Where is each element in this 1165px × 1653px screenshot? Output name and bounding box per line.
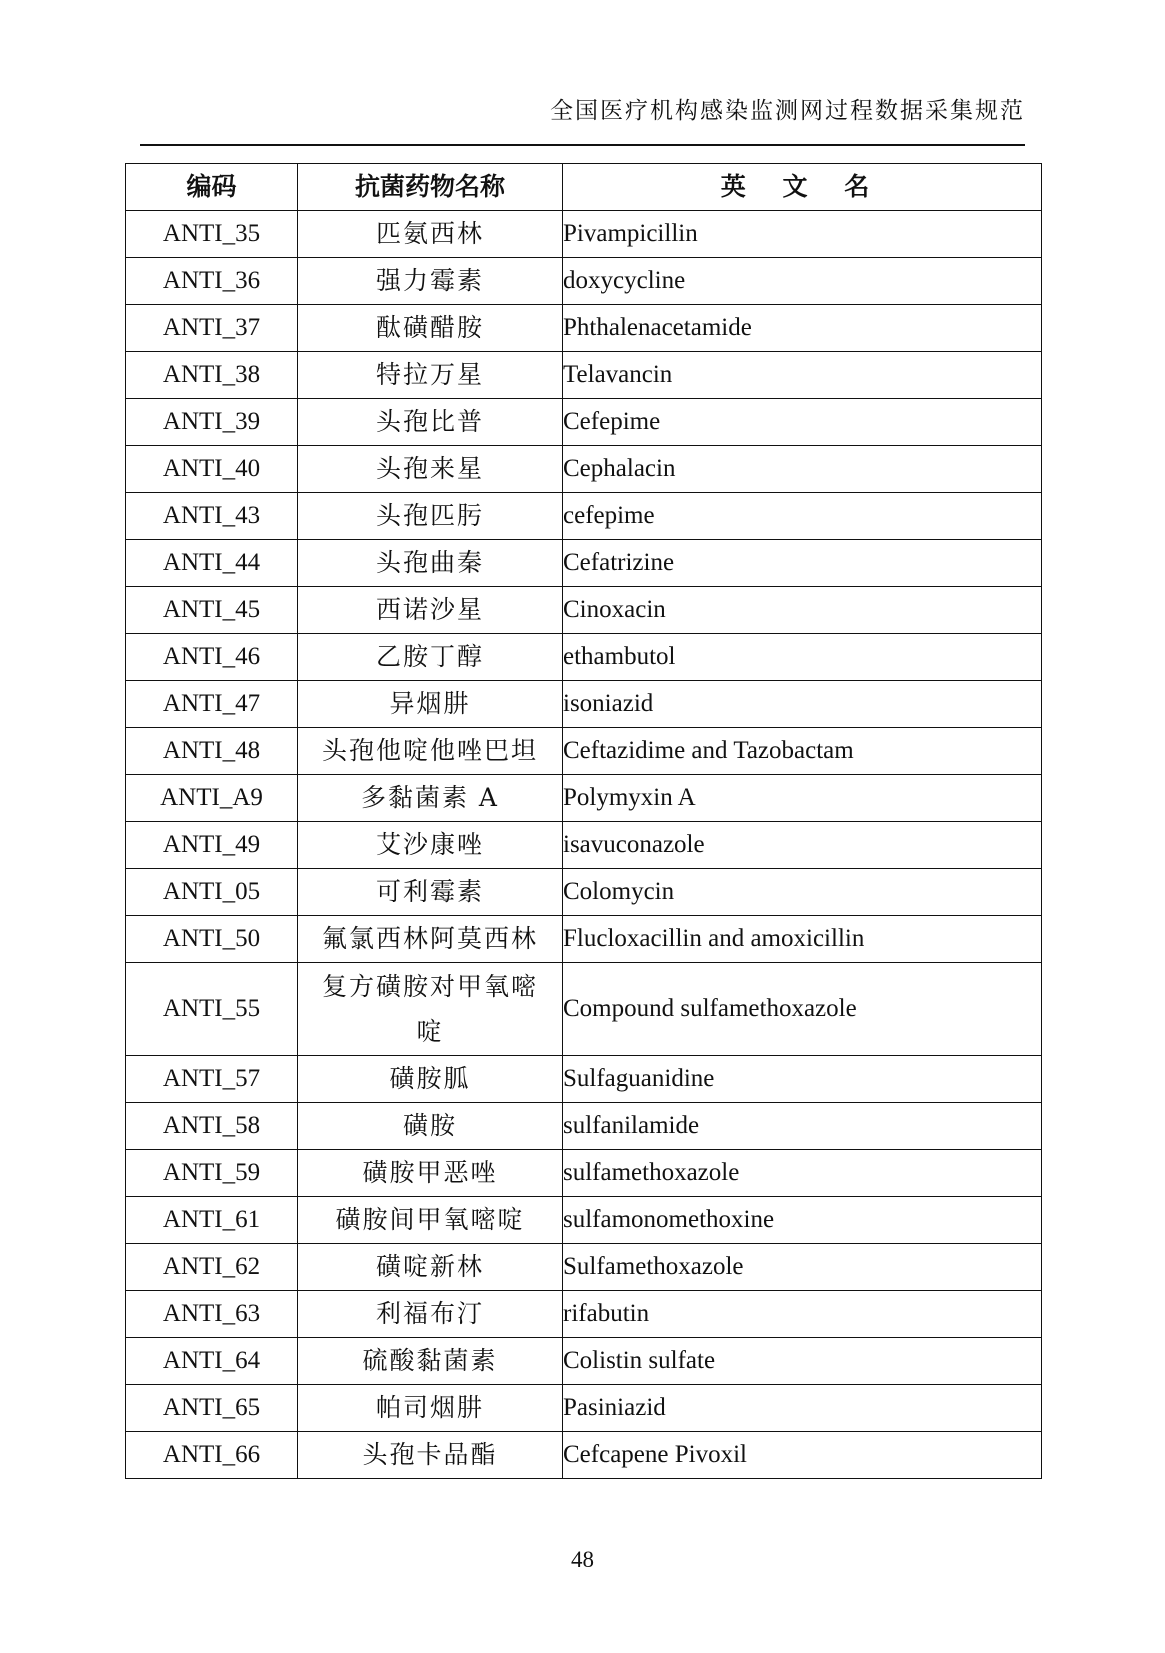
en-name-cell: rifabutin [563, 1291, 1042, 1338]
en-name-cell: Compound sulfamethoxazole [563, 963, 1042, 1056]
code-cell: ANTI_62 [126, 1244, 298, 1291]
en-name-cell: Pivampicillin [563, 211, 1042, 258]
code-cell: ANTI_38 [126, 352, 298, 399]
table-row [126, 869, 1042, 916]
en-name-cell: Cephalacin [563, 446, 1042, 493]
code-cell: ANTI_64 [126, 1338, 298, 1385]
code-cell: ANTI_A9 [126, 775, 298, 822]
cn-name-cell: 磺胺胍 [298, 1056, 563, 1103]
cn-name-cell: 磺啶新林 [298, 1244, 563, 1291]
table-row [126, 1244, 1042, 1291]
code-cell: ANTI_66 [126, 1432, 298, 1479]
code-cell: ANTI_47 [126, 681, 298, 728]
table-row [126, 634, 1042, 681]
page-number: 48 [571, 1547, 594, 1572]
cn-name-cell: 头孢曲秦 [298, 540, 563, 587]
en-name-cell: Pasiniazid [563, 1385, 1042, 1432]
code-cell: ANTI_39 [126, 399, 298, 446]
code-cell: ANTI_35 [126, 211, 298, 258]
cn-name-cell: 磺胺 [298, 1103, 563, 1150]
table-row [126, 1056, 1042, 1103]
table-row [126, 305, 1042, 352]
en-name-cell: Cefatrizine [563, 540, 1042, 587]
cn-name-cell: 头孢匹肟 [298, 493, 563, 540]
antibiotic-table [125, 163, 1042, 1479]
table-row [126, 1432, 1042, 1479]
document-header-title: 全国医疗机构感染监测网过程数据采集规范 [550, 98, 1025, 124]
en-name-cell: sulfamethoxazole [563, 1150, 1042, 1197]
code-cell: ANTI_05 [126, 869, 298, 916]
en-name-cell: Polymyxin A [563, 775, 1042, 822]
table-row [126, 1103, 1042, 1150]
cn-name-cell: 头孢来星 [298, 446, 563, 493]
en-name-cell: Cefcapene Pivoxil [563, 1432, 1042, 1479]
code-cell: ANTI_40 [126, 446, 298, 493]
cn-name-cell: 匹氨西林 [298, 211, 563, 258]
en-name-cell: cefepime [563, 493, 1042, 540]
code-cell: ANTI_45 [126, 587, 298, 634]
en-name-cell: isoniazid [563, 681, 1042, 728]
cn-name-cell: 磺胺甲恶唑 [298, 1150, 563, 1197]
en-name-cell: Ceftazidime and Tazobactam [563, 728, 1042, 775]
en-name-cell: sulfamonomethoxine [563, 1197, 1042, 1244]
en-name-cell: Cinoxacin [563, 587, 1042, 634]
cn-name-cell: 乙胺丁醇 [298, 634, 563, 681]
en-name-cell: Flucloxacillin and amoxicillin [563, 916, 1042, 963]
table-row [126, 681, 1042, 728]
en-name-cell: Sulfamethoxazole [563, 1244, 1042, 1291]
code-cell: ANTI_55 [126, 963, 298, 1056]
code-cell: ANTI_43 [126, 493, 298, 540]
en-name-cell: Cefepime [563, 399, 1042, 446]
table-row [126, 963, 1042, 1056]
column-header-code: 编码 [126, 164, 298, 211]
code-cell: ANTI_44 [126, 540, 298, 587]
en-name-cell: Telavancin [563, 352, 1042, 399]
table-row [126, 775, 1042, 822]
code-cell: ANTI_63 [126, 1291, 298, 1338]
code-cell: ANTI_57 [126, 1056, 298, 1103]
table-row [126, 446, 1042, 493]
cn-name-cell: 帕司烟肼 [298, 1385, 563, 1432]
en-name-cell: Phthalenacetamide [563, 305, 1042, 352]
code-cell: ANTI_46 [126, 634, 298, 681]
cn-name-cell: 氟氯西林阿莫西林 [298, 916, 563, 963]
table-row [126, 1291, 1042, 1338]
table-row [126, 916, 1042, 963]
cn-name-cell: 西诺沙星 [298, 587, 563, 634]
table-row [126, 399, 1042, 446]
en-name-cell: ethambutol [563, 634, 1042, 681]
en-name-cell: isavuconazole [563, 822, 1042, 869]
cn-name-cell: 利福布汀 [298, 1291, 563, 1338]
cn-name-cell: 可利霉素 [298, 869, 563, 916]
table-row [126, 352, 1042, 399]
cn-name-cell: 艾沙康唑 [298, 822, 563, 869]
en-name-cell: Colistin sulfate [563, 1338, 1042, 1385]
cn-name-cell: 复方磺胺对甲氧嘧啶 [298, 963, 563, 1056]
cn-name-cell: 酞磺醋胺 [298, 305, 563, 352]
cn-name-cell: 头孢他啶他唑巴坦 [298, 728, 563, 775]
header-divider [140, 144, 1025, 146]
table-row [126, 540, 1042, 587]
en-name-cell: doxycycline [563, 258, 1042, 305]
en-name-cell: Colomycin [563, 869, 1042, 916]
code-cell: ANTI_48 [126, 728, 298, 775]
code-cell: ANTI_36 [126, 258, 298, 305]
table-row [126, 1338, 1042, 1385]
column-header-en-name: 英 文 名 [563, 164, 1042, 211]
table-row [126, 258, 1042, 305]
table-row [126, 728, 1042, 775]
table-row [126, 493, 1042, 540]
code-cell: ANTI_49 [126, 822, 298, 869]
column-header-cn-name: 抗菌药物名称 [298, 164, 563, 211]
table-row [126, 1150, 1042, 1197]
table-header-row [126, 164, 1042, 211]
code-cell: ANTI_61 [126, 1197, 298, 1244]
table-row [126, 587, 1042, 634]
en-name-cell: Sulfaguanidine [563, 1056, 1042, 1103]
cn-name-cell: 硫酸黏菌素 [298, 1338, 563, 1385]
cn-name-cell: 特拉万星 [298, 352, 563, 399]
code-cell: ANTI_59 [126, 1150, 298, 1197]
cn-name-cell: 头孢卡品酯 [298, 1432, 563, 1479]
code-cell: ANTI_50 [126, 916, 298, 963]
cn-name-cell: 异烟肼 [298, 681, 563, 728]
table-row [126, 822, 1042, 869]
table-row [126, 1197, 1042, 1244]
en-name-cell: sulfanilamide [563, 1103, 1042, 1150]
cn-name-cell: 磺胺间甲氧嘧啶 [298, 1197, 563, 1244]
cn-name-cell: 头孢比普 [298, 399, 563, 446]
cn-name-cell: 强力霉素 [298, 258, 563, 305]
table-row [126, 211, 1042, 258]
code-cell: ANTI_37 [126, 305, 298, 352]
code-cell: ANTI_65 [126, 1385, 298, 1432]
code-cell: ANTI_58 [126, 1103, 298, 1150]
table-row [126, 1385, 1042, 1432]
cn-name-cell: 多黏菌素 A [298, 775, 563, 822]
